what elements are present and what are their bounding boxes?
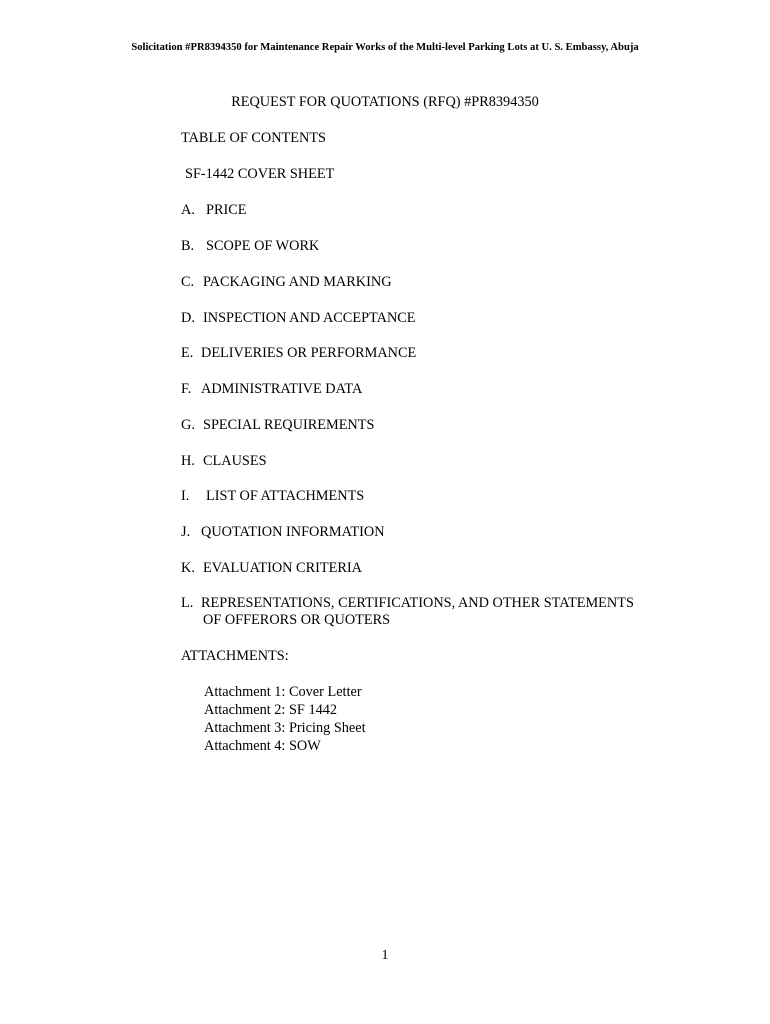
toc-item-letter: F. [181, 381, 192, 397]
toc-item-letter: C. [181, 274, 195, 290]
toc-item-b [181, 237, 319, 255]
toc-item-c [181, 273, 392, 291]
toc-item-label: QUOTATION INFORMATION [201, 524, 385, 540]
cover-sheet-item: SF-1442 COVER SHEET [185, 166, 335, 182]
toc-item-h [181, 452, 267, 470]
toc-item-f [181, 380, 362, 398]
toc-title: TABLE OF CONTENTS [181, 130, 327, 146]
toc-item-label: PRICE [206, 202, 247, 218]
page-number: 1 [381, 948, 389, 963]
attachment-item: Attachment 3: Pricing Sheet [204, 720, 366, 736]
toc-item-i [181, 487, 364, 505]
toc-item-letter: G. [181, 417, 195, 433]
toc-item-label: SCOPE OF WORK [206, 238, 320, 254]
toc-item-label: EVALUATION CRITERIA [203, 560, 362, 576]
toc-item-g [181, 416, 374, 434]
document-title: REQUEST FOR QUOTATIONS (RFQ) #PR8394350 [231, 94, 539, 110]
toc-item-k [181, 559, 362, 577]
toc-item-j [181, 523, 385, 541]
toc-item-l-continuation: OF OFFERORS OR QUOTERS [203, 612, 391, 628]
attachment-item: Attachment 2: SF 1442 [204, 702, 338, 718]
toc-item-letter: K. [181, 560, 195, 576]
toc-item-letter: E. [181, 345, 194, 361]
toc-item-letter: J. [181, 524, 191, 540]
toc-item-e [181, 344, 416, 362]
toc-item-d [181, 309, 416, 327]
toc-item-letter: D. [181, 310, 195, 326]
toc-item-label: DELIVERIES OR PERFORMANCE [201, 345, 417, 361]
toc-item-letter: L. [181, 595, 194, 611]
attachments-heading: ATTACHMENTS: [181, 648, 289, 664]
toc-item-label: PACKAGING AND MARKING [203, 274, 392, 290]
toc-item-a [181, 201, 247, 219]
toc-item-label: LIST OF ATTACHMENTS [206, 488, 365, 504]
attachment-item: Attachment 4: SOW [204, 738, 321, 754]
toc-item-label: REPRESENTATIONS, CERTIFICATIONS, AND OTHER STATEMENTS [201, 595, 634, 611]
toc-item-label: SPECIAL REQUIREMENTS [203, 417, 375, 433]
toc-item-letter: H. [181, 453, 195, 469]
toc-item-label: ADMINISTRATIVE DATA [201, 381, 363, 397]
toc-item-letter: B. [181, 238, 195, 254]
toc-item-letter: A. [181, 202, 195, 218]
page-header: Solicitation #PR8394350 for Maintenance Repair Works of the Multi-level Parking Lots at U. S. Embassy, Abuja [131, 42, 639, 53]
toc-item-label: CLAUSES [203, 453, 267, 469]
toc-item-label: INSPECTION AND ACCEPTANCE [203, 310, 416, 326]
toc-item-letter: I. [181, 488, 190, 504]
attachments-list [204, 683, 366, 755]
toc-item-l [181, 594, 634, 612]
attachment-item: Attachment 1: Cover Letter [204, 684, 362, 700]
